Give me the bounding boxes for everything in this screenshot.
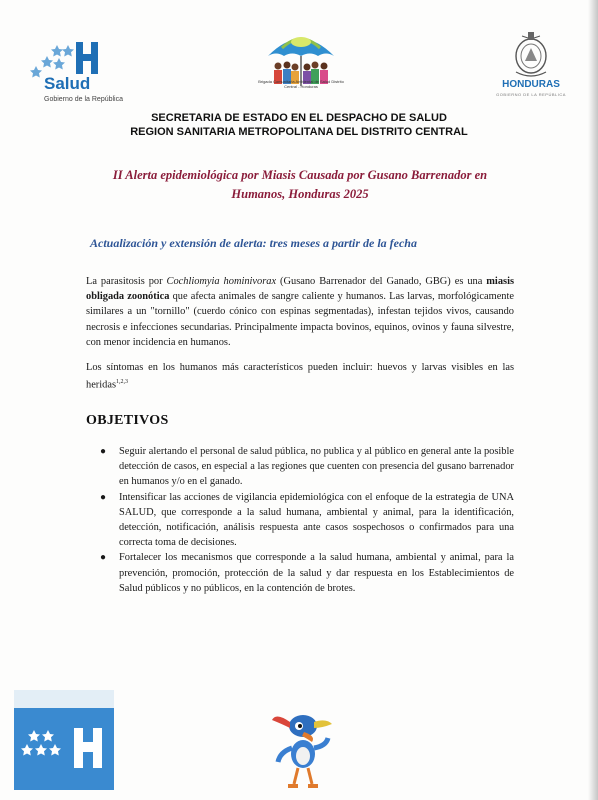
salud-gov-caption: Gobierno de la República	[44, 96, 123, 103]
bullet-icon: ●	[100, 446, 107, 457]
intro-paragraph	[86, 274, 514, 350]
alert-title-line2: Humanos, Honduras 2025	[231, 187, 369, 201]
symptoms-paragraph	[86, 360, 514, 393]
mascot-illustration	[268, 706, 338, 790]
honduras-gov-caption: GOBIERNO DE LA REPÚBLICA	[496, 92, 566, 97]
honduras-wordmark: HONDURAS	[502, 79, 560, 90]
bullet-icon: ●	[100, 491, 107, 503]
intro-text-a: La parasitosis por	[86, 276, 167, 287]
intro-text-c: que afecta animales de sangre caliente y humanos. Las larvas, morfológicamente similares a un "tornillo" (cuerdo cónico con espinas segmentadas), infestan tejidos vivos, causando necrosis e infecciones secundarias. Principalmente impacta bovinos, equinos, ovinos y fauna silvestre, con menor incidencia en humanos.	[86, 291, 515, 348]
symptoms-text: Los síntomas en los humanos más característicos pueden incluir: huevos y larvas visibles en las heridas	[86, 362, 514, 391]
objective-text: Intensificar las acciones de vigilancia epidemiológica con el enfoque de la estrategia de UNA SALUD, que corresponde a la salud humana, ambiental y animal, para la identificación, detección, notificación, análisis respuesta ante casos sospechosos o confirmados para una correcta toma de decisiones.	[119, 491, 514, 549]
objective-text: Seguir alertando el personal de salud pública, no publica y al público en general ante la posible detección de casos, en especial a las regiones que cuenten con presencia del gusano barrenador en humanos y/o en el ganado.	[119, 446, 515, 488]
salud-footer-logo	[14, 690, 114, 790]
objectives-list	[100, 444, 514, 596]
community-logo-caption: Brigada Comunitaria Ambiental de Salud Distrito Central - Honduras	[258, 79, 344, 89]
list-item	[100, 444, 514, 490]
intro-text-b: (Gusano Barrenador del Ganado, GBG) es una	[276, 276, 487, 287]
objective-text: Fortalecer los mecanismos que corresponde a la salud humana, ambiental y animal, para la prevención, promoción, protección de la salud y dar respuesta en los Establecimientos de Salud públicos y no públicos, en la contención de brotes.	[119, 552, 514, 594]
salud-logo	[30, 40, 140, 110]
list-item	[100, 550, 514, 596]
bullet-icon: ●	[100, 552, 107, 564]
honduras-logo	[494, 28, 568, 102]
list-item	[100, 490, 514, 551]
alert-title	[60, 166, 540, 204]
reference-marks: 1,2,3	[116, 379, 129, 386]
species-name: Cochliomyia hominivorax	[166, 276, 277, 287]
header-region: REGION SANITARIA METROPOLITANA DEL DISTRITO CENTRAL	[130, 126, 468, 138]
coat-of-arms-icon	[494, 28, 568, 78]
h-letter-icon	[74, 40, 100, 76]
stars-icon	[30, 42, 74, 78]
header-ministry: SECRETARIA DE ESTADO EN EL DESPACHO DE SALUD	[151, 112, 447, 124]
salud-wordmark: Salud	[44, 74, 91, 93]
alert-subtitle: Actualización y extensión de alerta: tres meses a partir de la fecha	[90, 236, 417, 250]
community-umbrella-logo	[262, 26, 340, 104]
intro-bold-term: miasis obligada zoonótica	[86, 276, 514, 303]
objectives-heading: OBJETIVOS	[86, 413, 169, 428]
alert-title-line1: II Alerta epidemiológica por Miasis Causada por Gusano Barrenador en	[112, 168, 488, 182]
